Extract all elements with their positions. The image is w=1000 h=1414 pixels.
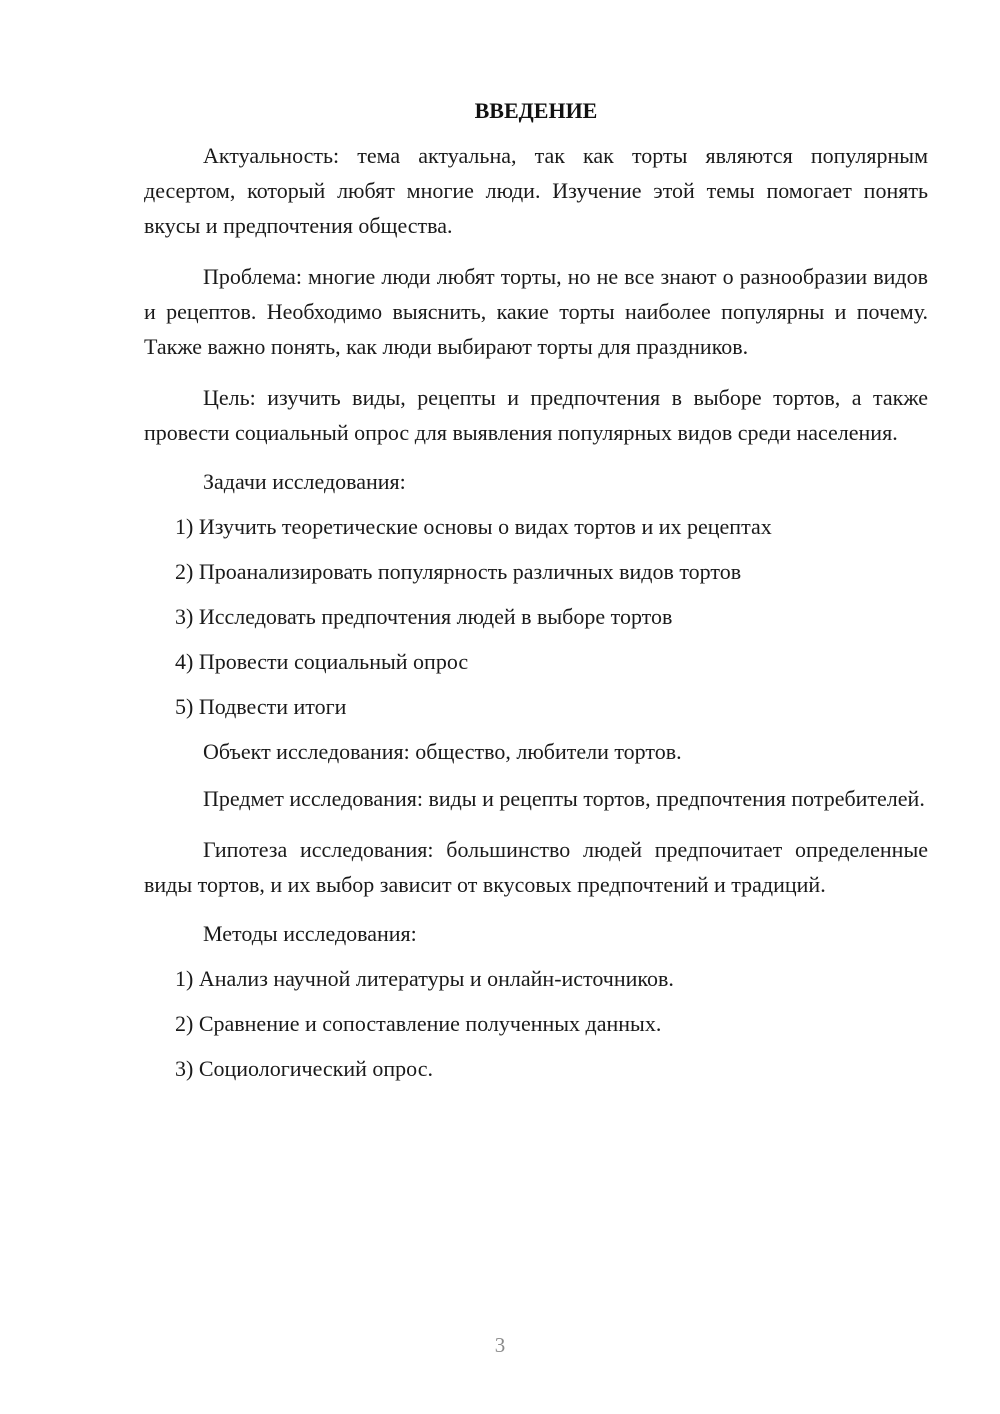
- page-content: [144, 96, 928, 1098]
- object-paragraph: Объект исследования: общество, любители тортов.: [203, 739, 682, 764]
- tasks-label: Задачи исследования:: [203, 469, 406, 494]
- list-item: 4) Провести социальный опрос: [175, 649, 469, 674]
- list-item: 1) Анализ научной литературы и онлайн-источников.: [175, 966, 674, 991]
- list-item: 2) Проанализировать популярность различных видов тортов: [175, 559, 742, 584]
- list-item: 1) Изучить теоретические основы о видах тортов и их рецептах: [175, 514, 772, 539]
- list-item: 2) Сравнение и сопоставление полученных данных.: [175, 1011, 662, 1036]
- relevance-paragraph: Актуальность: тема актуальна, так как торты являются популярным десертом, который любят многие люди. Изучение этой темы помогает понять вкусы и предпочтения общества.: [144, 143, 928, 238]
- list-item: 5) Подвести итоги: [175, 694, 347, 719]
- tasks-list: [144, 511, 928, 723]
- hypothesis-paragraph: Гипотеза исследования: большинство людей предпочитает определенные виды тортов, и их выбор зависит от вкусовых предпочтений и традиций.: [144, 837, 928, 897]
- list-item: 3) Социологический опрос.: [175, 1056, 433, 1081]
- problem-paragraph: Проблема: многие люди любят торты, но не все знают о разнообразии видов и рецептов. Необходимо выяснить, какие торты наиболее популярны и почему. Также важно понять, как люди выбирают торты для праздников.: [144, 264, 928, 359]
- subject-paragraph: Предмет исследования: виды и рецепты тортов, предпочтения потребителей.: [203, 786, 925, 811]
- methods-list: [144, 963, 928, 1085]
- goal-paragraph: Цель: изучить виды, рецепты и предпочтения в выборе тортов, а также провести социальный опрос для выявления популярных видов среди населения.: [144, 385, 928, 445]
- page-number: 3: [494, 1333, 506, 1357]
- list-item: 3) Исследовать предпочтения людей в выборе тортов: [175, 604, 673, 629]
- methods-label: Методы исследования:: [203, 921, 417, 946]
- page-title: ВВЕДЕНИЕ: [474, 98, 598, 123]
